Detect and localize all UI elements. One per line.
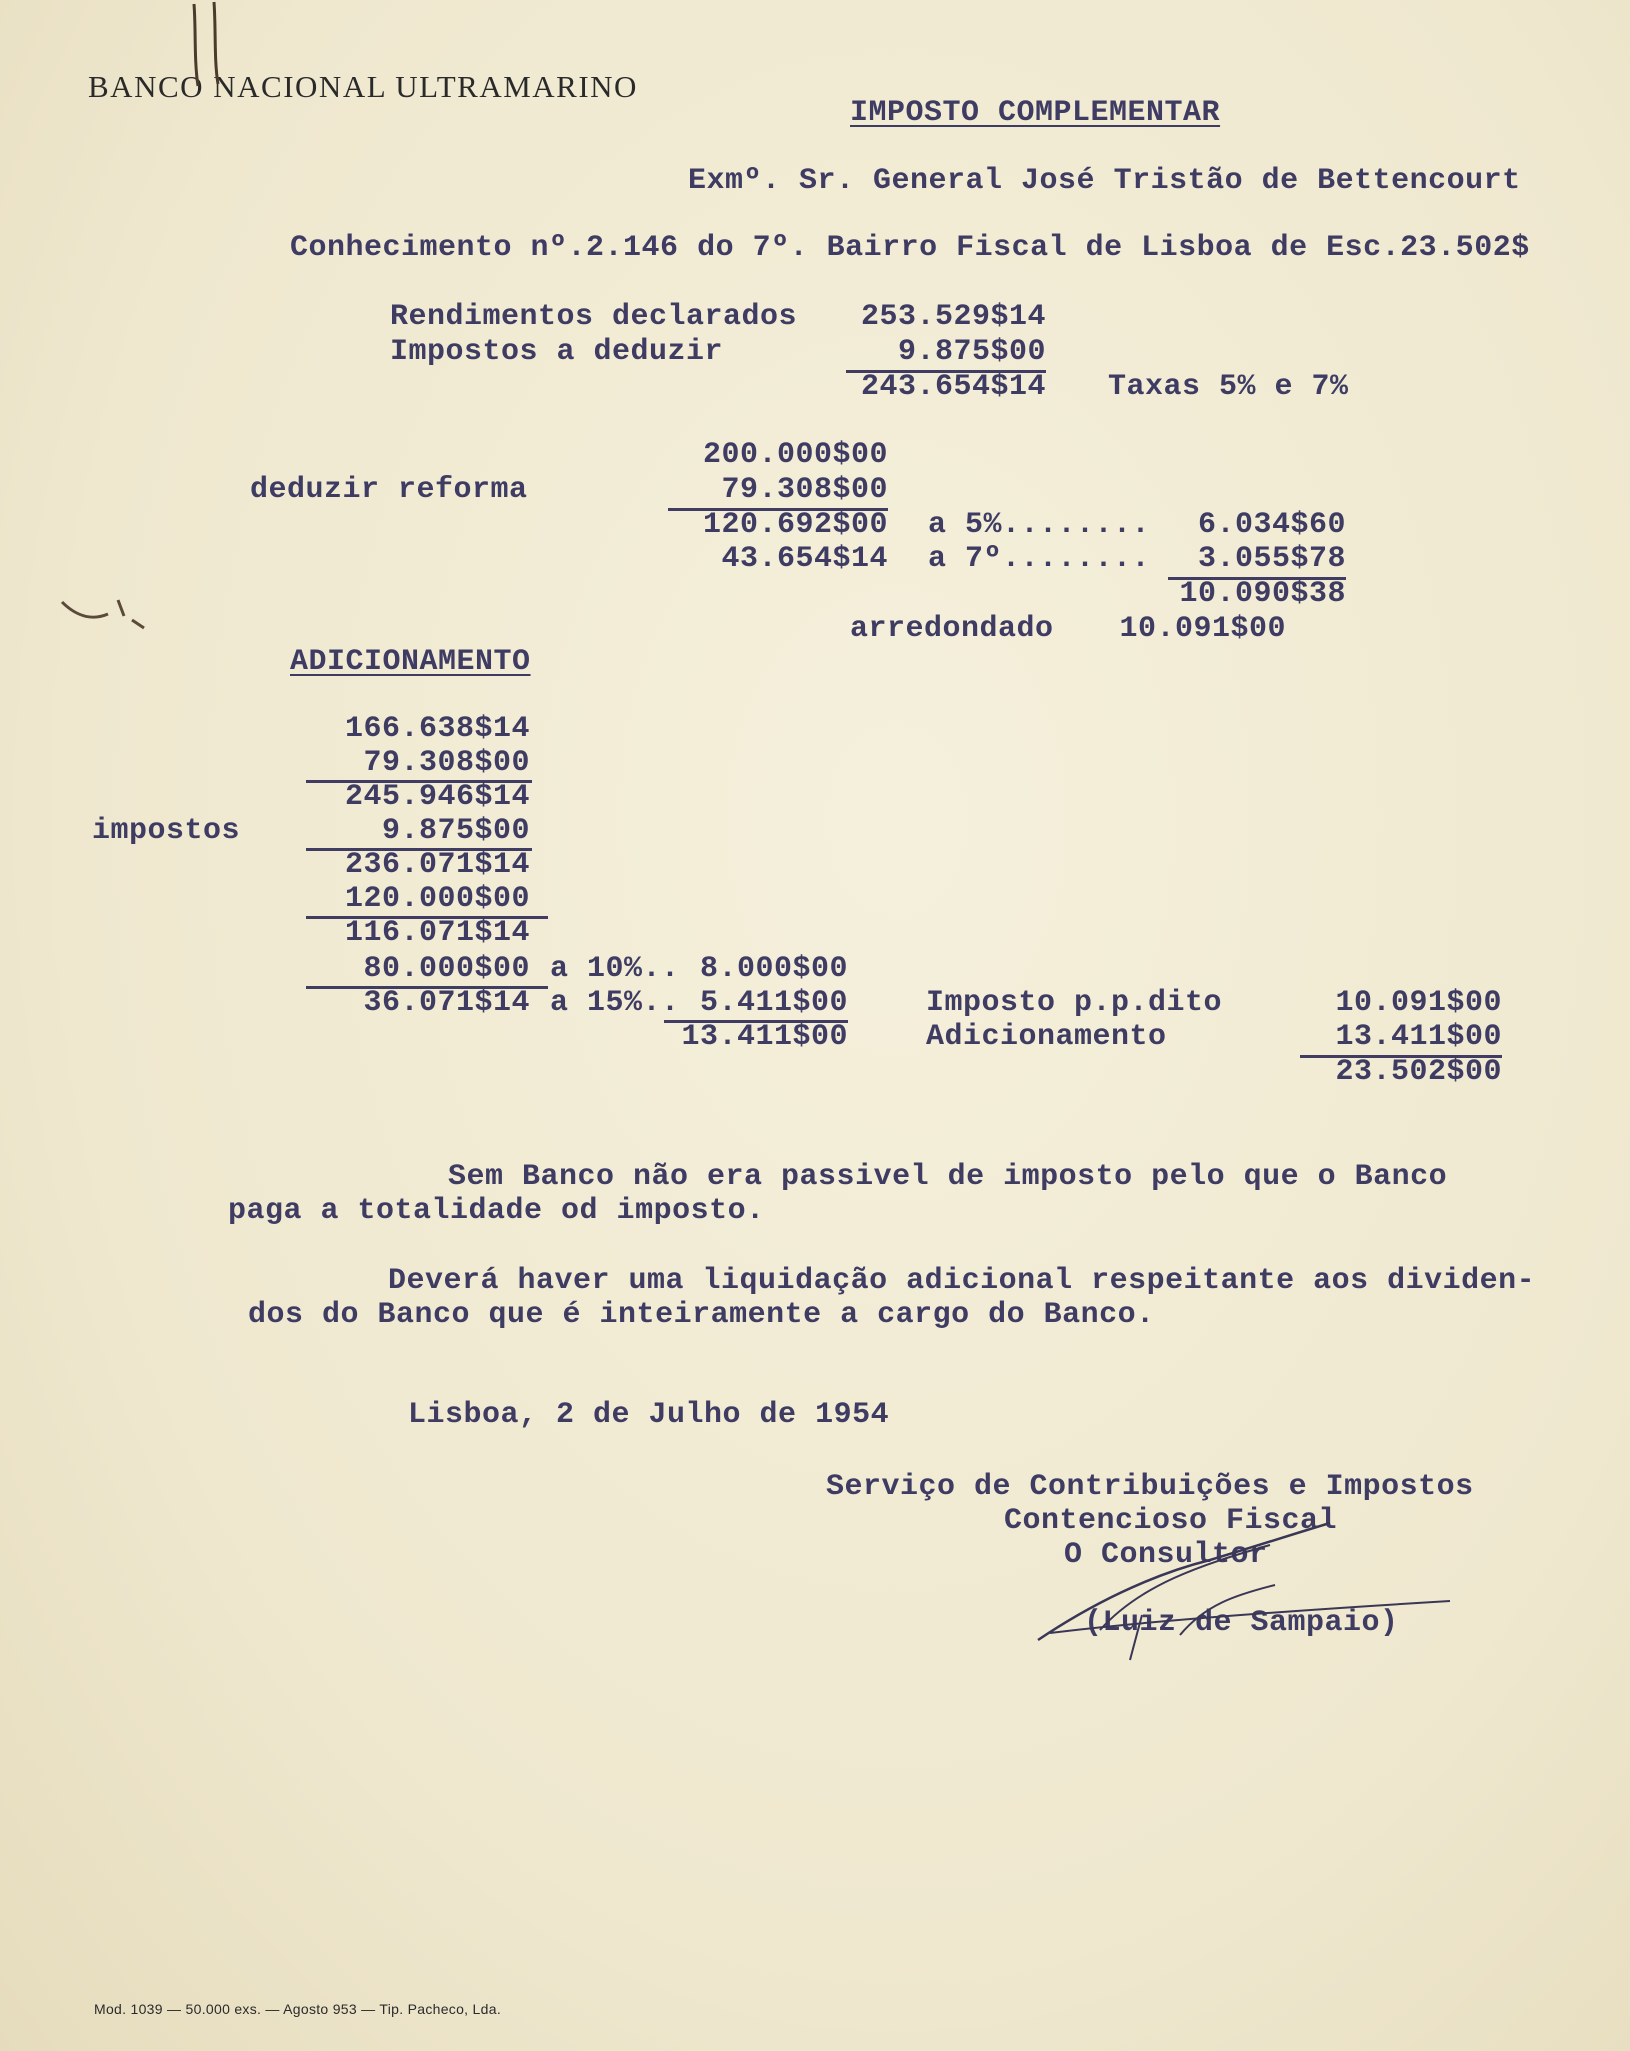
adic-step-5: 236.071$14 [344,848,530,882]
handwritten-signature [1030,1505,1460,1665]
reforma-tax-1: 6.034$60 [1197,508,1346,542]
reforma-base-1: 120.692$00 [702,508,888,542]
paragraph-2-line-2: dos do Banco que é inteiramente a cargo do Banco. [248,1298,1155,1332]
recipient-line: Exmº. Sr. General José Tristão de Bettencourt [688,164,1521,198]
reforma-base-2: 43.654$14 [721,542,888,576]
signature-title: O Consultor [1064,1538,1268,1572]
adic-step-7: 116.071$14 [344,916,530,950]
reforma-sum: 10.090$38 [1179,577,1346,611]
paragraph-2-line-1: Deverá haver uma liquidação adicional respeitante aos dividen- [388,1264,1536,1298]
reforma-rate-2: a 7º........ [928,542,1151,576]
adic-step-1: 166.638$14 [344,712,530,746]
letterhead: BANCO NACIONAL ULTRAMARINO [88,69,638,104]
adic-step-4: 9.875$00 [381,814,530,848]
reforma-tax-2: 3.055$78 [1197,542,1346,576]
adic-step-2: 79.308$00 [363,746,530,780]
signature-department: Contencioso Fiscal [1004,1504,1338,1538]
date-line: Lisboa, 2 de Julho de 1954 [408,1398,890,1432]
bracket-2-tax: 5.411$00 [699,986,848,1020]
summary-label-1: Imposto p.p.dito [926,986,1223,1020]
signature-office: Serviço de Contribuições e Impostos [826,1470,1474,1504]
bracket-1-rate: a 10%.. [550,952,680,986]
pencil-mark-icon [182,0,232,90]
print-footer: Mod. 1039 — 50.000 exs. — Agosto 953 — Tip. Pacheco, Lda. [94,2001,502,2017]
taxas-note: Taxas 5% e 7% [1108,370,1349,404]
bracket-1-base: 80.000$00 [363,952,530,986]
reforma-label: deduzir reforma [250,473,528,507]
income-value-1: 253.529$14 [860,300,1046,334]
paragraph-1-line-1: Sem Banco não era passivel de imposto pelo que o Banco [448,1160,1448,1194]
rounded-value: 10.091$00 [1119,612,1286,646]
adic-step-6: 120.000$00 [344,882,530,916]
income-value-2: 9.875$00 [897,335,1046,369]
adicionamento-heading: ADICIONAMENTO [290,645,531,679]
income-label-2: Impostos a deduzir [390,335,724,369]
impostos-label: impostos [92,814,241,848]
paragraph-1-line-2: paga a totalidade od imposto. [228,1194,765,1228]
rounded-label: arredondado [850,612,1054,646]
reforma-deduct: 79.308$00 [721,473,888,507]
summary-total: 23.502$00 [1335,1055,1502,1089]
adic-step-3: 245.946$14 [344,780,530,814]
bracket-2-rate: a 15%.. [550,986,680,1020]
bracket-1-tax: 8.000$00 [699,952,848,986]
bracket-2-base: 36.071$14 [363,986,530,1020]
conhecimento-line: Conhecimento nº.2.146 do 7º. Bairro Fiscal de Lisboa de Esc.23.502$ [290,231,1530,265]
income-total: 243.654$14 [860,370,1046,404]
ink-smudge-icon [58,590,150,640]
adicionamento-total: 13.411$00 [681,1020,848,1054]
income-label-1: Rendimentos declarados [390,300,798,334]
summary-value-2: 13.411$00 [1335,1020,1502,1054]
reforma-amount: 200.000$00 [702,438,888,472]
reforma-rate-1: a 5%........ [928,508,1151,542]
document-title: IMPOSTO COMPLEMENTAR [850,96,1221,130]
summary-value-1: 10.091$00 [1335,986,1502,1020]
signature-name: (Luiz de Sampaio) [1084,1606,1399,1640]
summary-label-2: Adicionamento [926,1020,1167,1054]
